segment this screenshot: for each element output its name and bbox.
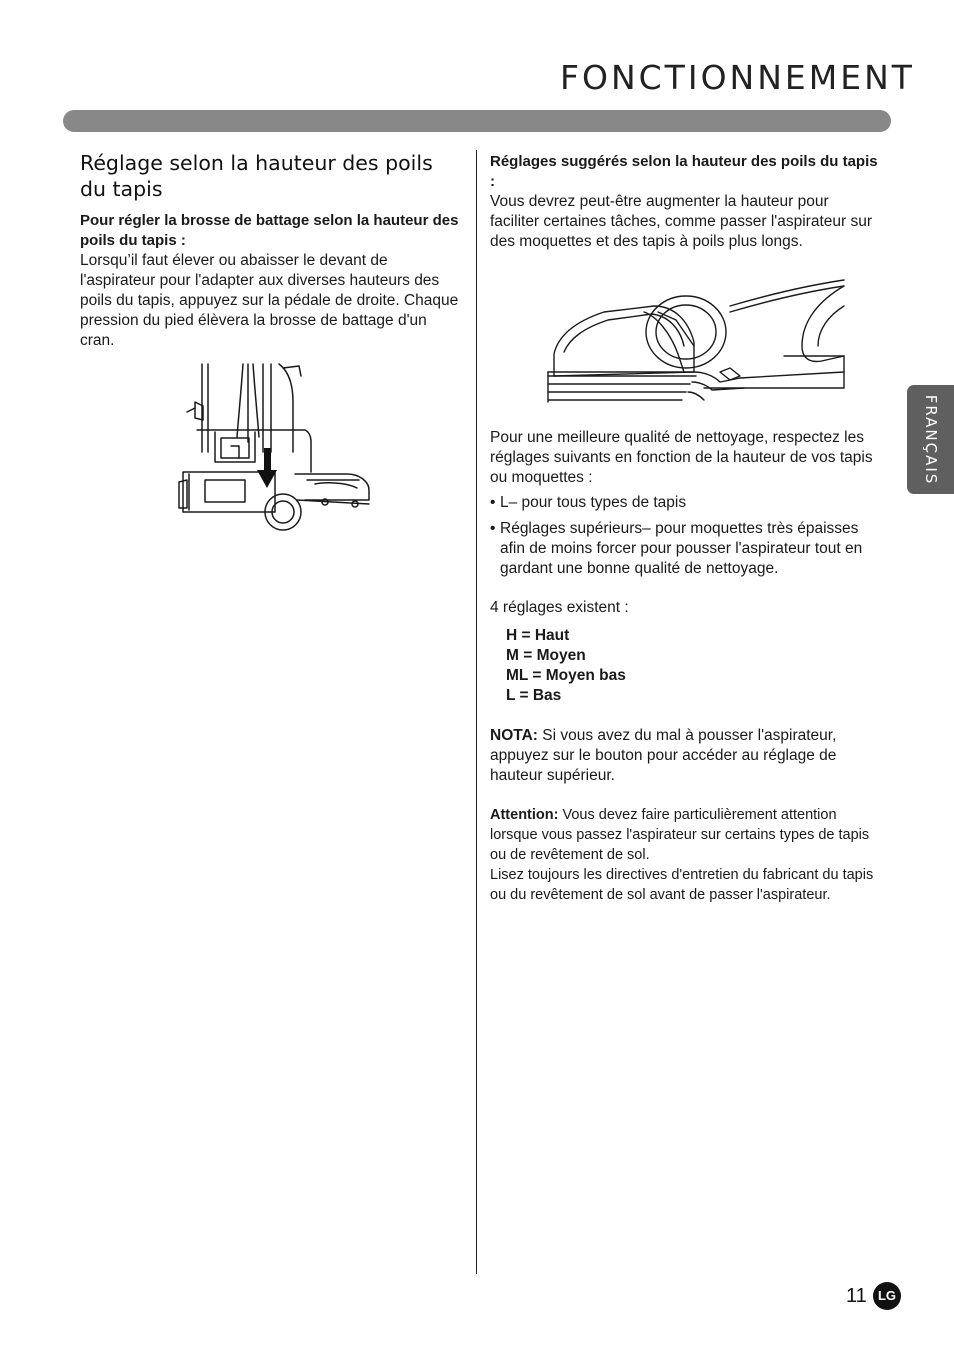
- nota-label: NOTA:: [490, 727, 538, 744]
- nota-paragraph: [490, 726, 880, 786]
- bullet-dot: •: [490, 520, 496, 537]
- setting-item: H = Haut: [506, 627, 570, 644]
- right-intro-text: Vous devrez peut-être augmenter la hauteur pour faciliter certaines tâches, comme passer l'aspirateur sur des moquettes et des tapis à poils plus longs.: [490, 193, 872, 250]
- right-column: [490, 152, 880, 905]
- section-heading: Réglage selon la hauteur des poils du tapis: [80, 151, 433, 201]
- bullet-list: [490, 493, 880, 579]
- bullet-text: L– pour tous types de tapis: [500, 494, 687, 511]
- column-divider: [476, 150, 477, 1274]
- setting-item: L = Bas: [506, 687, 562, 704]
- attention-paragraph: [490, 805, 880, 865]
- vacuum-pedal-illustration: [175, 362, 375, 540]
- list-item: [490, 519, 880, 579]
- lg-logo: LG: [873, 1282, 901, 1310]
- nozzle-height-illustration: [544, 276, 848, 414]
- quality-text: Pour une meilleure qualité de nettoyage, respectez les réglages suivants en fonction de la hauteur de vos tapis ou moquettes :: [490, 429, 873, 486]
- left-sub-heading: Pour régler la brosse de battage selon la hauteur des poils du tapis :: [80, 212, 459, 249]
- settings-list: [506, 626, 880, 706]
- left-column: [80, 150, 460, 351]
- bullet-dot: •: [490, 494, 496, 511]
- page-title: FONCTIONNEMENT: [560, 58, 915, 97]
- attention-paragraph-2: Lisez toujours les directives d'entretien du fabricant du tapis ou du revêtement de sol avant de passer l'aspirateur.: [490, 867, 874, 903]
- attention-text: Vous devez faire particulièrement attention lorsque vous passez l'aspirateur sur certains types de tapis ou de revêtement de sol.: [490, 807, 870, 863]
- setting-item: M = Moyen: [506, 647, 586, 664]
- header-bar: [63, 110, 891, 132]
- left-body-text: Lorsqu’il faut élever ou abaisser le devant de l'aspirateur pour l'adapter aux diverses hauteurs des poils du tapis, appuyez sur la pédale de droite. Chaque pression du pied élèvera la brosse de battage d'un cran.: [80, 252, 459, 349]
- language-tab-label: FRANÇAIS: [921, 394, 940, 485]
- setting-item: ML = Moyen bas: [506, 667, 626, 684]
- nota-text: Si vous avez du mal à pousser l'aspirateur, appuyez sur le bouton pour accéder au réglage de hauteur supérieur.: [490, 727, 837, 784]
- list-item: [490, 493, 880, 513]
- language-tab: [907, 385, 954, 494]
- bullet-text: Réglages supérieurs– pour moquettes très épaisses afin de moins forcer pour pousser l'aspirateur tout en gardant une bonne qualité de nettoyage.: [500, 520, 863, 577]
- right-sub-heading: Réglages suggérés selon la hauteur des poils du tapis :: [490, 153, 878, 190]
- settings-intro: 4 réglages existent :: [490, 599, 629, 616]
- page-number: 11: [846, 1285, 867, 1307]
- attention-label: Attention:: [490, 807, 559, 823]
